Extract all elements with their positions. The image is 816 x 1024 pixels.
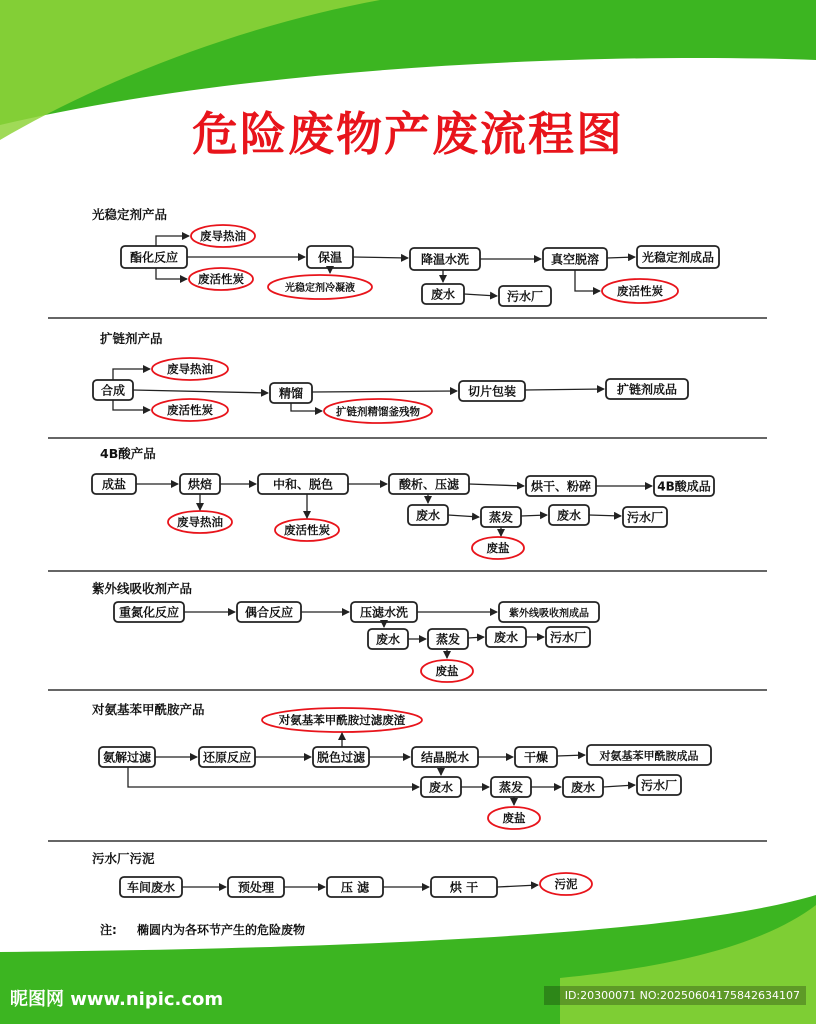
process-box — [486, 627, 526, 647]
section-heading: 对氨基苯甲酰胺产品 — [92, 702, 205, 717]
process-box — [549, 505, 589, 525]
waste-label: 废导热油 — [200, 229, 246, 244]
waste-ellipse — [540, 873, 592, 895]
process-label: 还原反应 — [202, 750, 252, 765]
process-box — [199, 747, 255, 767]
process-box — [546, 627, 590, 647]
process-label: 蒸发 — [498, 780, 524, 795]
waste-label: 光稳定剂冷凝液 — [285, 283, 355, 295]
waste-ellipse — [268, 275, 372, 299]
process-box — [421, 777, 461, 797]
process-label: 保温 — [317, 250, 343, 265]
process-box — [327, 877, 383, 897]
waste-ellipse — [152, 399, 228, 421]
process-box — [368, 629, 408, 649]
process-label: 酸析、压滤 — [398, 477, 460, 492]
process-label: 重氮化反应 — [118, 605, 180, 620]
process-label: 废水 — [493, 630, 519, 645]
process-label: 污水厂 — [626, 510, 664, 525]
flow-arrow — [469, 484, 524, 486]
process-box — [237, 602, 301, 622]
process-label: 真空脱溶 — [550, 252, 600, 267]
waste-label: 对氨基苯甲酰胺过滤废渣 — [278, 713, 406, 728]
process-box — [422, 284, 464, 304]
flow-arrow — [525, 389, 604, 390]
process-label: 污水厂 — [640, 778, 678, 793]
process-box — [526, 476, 596, 496]
section-heading: 扩链剂产品 — [100, 331, 163, 346]
process-box — [459, 381, 525, 401]
flow-arrow — [497, 885, 538, 887]
waste-ellipse — [275, 519, 339, 541]
process-label: 蒸发 — [435, 632, 461, 647]
flow-arrow — [113, 369, 150, 380]
process-label: 对氨基苯甲酰胺成品 — [599, 749, 699, 763]
process-label: 废水 — [430, 287, 456, 302]
process-label: 脱色过滤 — [316, 750, 366, 765]
process-label: 中和、脱色 — [272, 477, 334, 492]
waste-label: 废导热油 — [167, 362, 213, 377]
waste-ellipse — [488, 807, 540, 829]
process-label: 4B酸成品 — [657, 479, 711, 494]
flow-arrow — [156, 236, 189, 246]
process-box — [563, 777, 603, 797]
process-label: 污水厂 — [549, 630, 587, 645]
flow-arrow — [353, 257, 408, 258]
process-label: 合成 — [100, 383, 126, 398]
waste-label: 污泥 — [554, 877, 578, 892]
process-box — [637, 775, 681, 795]
process-box — [412, 747, 478, 767]
process-label: 压 滤 — [340, 880, 370, 895]
process-box — [313, 747, 369, 767]
process-box — [180, 474, 220, 494]
process-label: 烘 干 — [449, 880, 479, 895]
process-box — [499, 602, 599, 622]
flow-arrow — [312, 391, 457, 392]
process-box — [491, 777, 531, 797]
process-label: 车间废水 — [126, 880, 176, 895]
process-label: 预处理 — [237, 880, 275, 895]
process-label: 烘干、粉碎 — [530, 479, 592, 494]
process-label: 切片包装 — [467, 384, 517, 399]
flow-arrow — [291, 403, 322, 411]
process-label: 废水 — [556, 508, 582, 523]
flow-arrow — [464, 294, 497, 296]
process-label: 废水 — [570, 780, 596, 795]
process-label: 精馏 — [278, 386, 304, 401]
note-label: 注: — [100, 923, 117, 937]
waste-label: 废盐 — [486, 541, 510, 556]
process-label: 污水厂 — [506, 289, 544, 304]
section-heading: 紫外线吸收剂产品 — [92, 581, 193, 596]
process-label: 压滤水洗 — [359, 605, 409, 620]
process-box — [543, 248, 607, 270]
process-box — [99, 747, 155, 767]
flow-arrow — [448, 515, 479, 517]
flow-arrow — [113, 400, 150, 410]
process-label: 废水 — [375, 632, 401, 647]
process-label: 成盐 — [101, 477, 127, 492]
process-box — [228, 877, 284, 897]
process-box — [606, 379, 688, 399]
process-box — [307, 246, 353, 268]
process-box — [93, 380, 133, 400]
process-label: 酯化反应 — [129, 250, 179, 265]
process-label: 偶合反应 — [244, 605, 294, 620]
process-box — [389, 474, 469, 494]
process-box — [623, 507, 667, 527]
footer-logo: 昵图网 www.nipic.com — [10, 989, 224, 1010]
process-box — [258, 474, 348, 494]
waste-label: 扩链剂精馏釜残物 — [336, 406, 420, 419]
flow-arrow — [575, 270, 600, 291]
process-box — [120, 877, 182, 897]
waste-label: 废活性炭 — [167, 403, 213, 418]
process-label: 烘焙 — [187, 477, 213, 492]
flow-arrow — [128, 767, 419, 787]
process-label: 紫外线吸收剂成品 — [509, 608, 589, 620]
process-label: 蒸发 — [488, 510, 514, 525]
waste-ellipse — [152, 358, 228, 380]
process-label: 氨解过滤 — [102, 750, 152, 765]
process-label: 废水 — [428, 780, 454, 795]
process-box — [515, 747, 557, 767]
waste-ellipse — [262, 708, 422, 732]
process-box — [92, 474, 136, 494]
footer-id: ID:20300071 NO:20250604175842634107 — [544, 986, 806, 1005]
process-box — [410, 248, 480, 270]
waste-label: 废盐 — [435, 664, 459, 679]
process-box — [637, 246, 719, 268]
flow-arrow — [156, 268, 187, 279]
process-box — [499, 286, 551, 306]
process-label: 干燥 — [523, 750, 549, 765]
process-box — [587, 745, 711, 765]
waste-label: 废盐 — [502, 811, 526, 826]
process-box — [481, 507, 521, 527]
process-box — [408, 505, 448, 525]
waste-label: 废活性炭 — [284, 523, 330, 538]
flow-arrow — [468, 637, 484, 638]
process-box — [431, 877, 497, 897]
waste-ellipse — [421, 660, 473, 682]
process-box — [121, 246, 187, 268]
process-box — [114, 602, 184, 622]
flow-arrow — [589, 515, 621, 516]
waste-label: 废导热油 — [177, 515, 223, 530]
note-text: 椭圆内为各环节产生的危险废物 — [137, 923, 306, 937]
waste-label: 废活性炭 — [198, 272, 244, 287]
process-label: 光稳定剂成品 — [641, 250, 715, 265]
process-label: 扩链剂成品 — [616, 382, 678, 397]
waste-label: 废活性炭 — [617, 284, 663, 299]
flow-arrow — [557, 755, 585, 756]
section-heading: 4B酸产品 — [100, 446, 156, 461]
waste-ellipse — [602, 279, 678, 303]
process-label: 废水 — [415, 508, 441, 523]
waste-ellipse — [472, 537, 524, 559]
process-box — [428, 629, 468, 649]
flow-arrow — [607, 257, 635, 258]
process-box — [270, 383, 312, 403]
waste-ellipse — [324, 399, 432, 423]
flow-arrow — [603, 785, 635, 787]
process-label: 结晶脱水 — [420, 750, 470, 765]
section-heading: 污水厂污泥 — [92, 851, 155, 866]
waste-ellipse — [191, 225, 255, 247]
flow-arrow — [521, 515, 547, 516]
waste-ellipse — [189, 268, 253, 290]
page-title: 危险废物产废流程图 — [192, 107, 624, 161]
section-heading: 光稳定剂产品 — [92, 207, 168, 222]
process-label: 降温水洗 — [420, 252, 470, 267]
process-box — [654, 476, 714, 496]
waste-ellipse — [168, 511, 232, 533]
process-box — [351, 602, 417, 622]
flow-arrow — [133, 390, 268, 393]
